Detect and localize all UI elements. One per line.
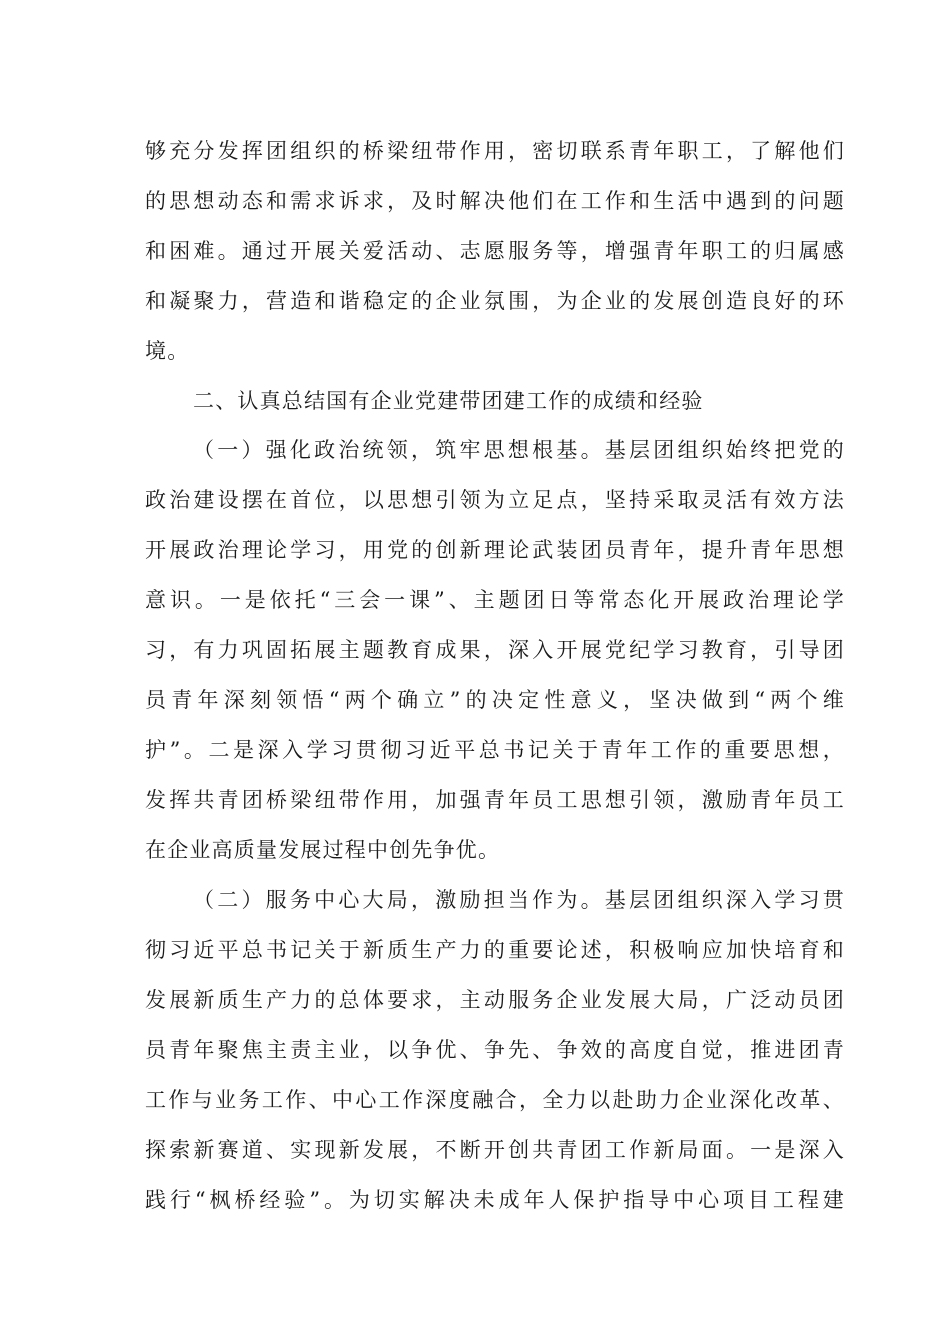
paragraph-3-line: （二）服务中心大局，激励担当作为。基层团组织深入学习贯 <box>193 888 845 912</box>
paragraph-2-line: 习，有力巩固拓展主题教育成果，深入开展党纪学习教育，引导团 <box>145 638 845 662</box>
paragraph-1-line: 的思想动态和需求诉求，及时解决他们在工作和生活中遇到的问题 <box>145 189 845 213</box>
paragraph-2-line: （一）强化政治统领，筑牢思想根基。基层团组织始终把党的 <box>193 438 845 462</box>
paragraph-2-line: 在企业高质量发展过程中创先争优。 <box>145 838 501 862</box>
paragraph-2-line: 政治建设摆在首位，以思想引领为立足点，坚持采取灵活有效方法 <box>145 488 845 512</box>
paragraph-1-line: 和困难。通过开展关爱活动、志愿服务等，增强青年职工的归属感 <box>145 239 845 263</box>
paragraph-3-line: 员青年聚焦主责主业，以争优、争先、争效的高度自觉，推进团青 <box>145 1038 845 1062</box>
paragraph-2-line: 开展政治理论学习，用党的创新理论武装团员青年，提升青年思想 <box>145 538 845 562</box>
paragraph-1-line: 境。 <box>145 339 190 363</box>
paragraph-3-line: 工作与业务工作、中心工作深度融合，全力以赴助力企业深化改革、 <box>145 1088 845 1112</box>
paragraph-3-line: 发展新质生产力的总体要求，主动服务企业发展大局，广泛动员团 <box>145 988 845 1012</box>
paragraph-2-line: 员青年深刻领悟“两个确立”的决定性意义，坚决做到“两个维 <box>145 688 845 712</box>
paragraph-2-line: 发挥共青团桥梁纽带作用，加强青年员工思想引领，激励青年员工 <box>145 788 845 812</box>
paragraph-1-line: 够充分发挥团组织的桥梁纽带作用，密切联系青年职工，了解他们 <box>145 139 845 163</box>
paragraph-3-line: 彻习近平总书记关于新质生产力的重要论述，积极响应加快培育和 <box>145 938 845 962</box>
paragraph-1-line: 和凝聚力，营造和谐稳定的企业氛围，为企业的发展创造良好的环 <box>145 289 845 313</box>
section-heading: 二、认真总结国有企业党建带团建工作的成绩和经验 <box>193 389 704 413</box>
paragraph-2-line: 护”。二是深入学习贯彻习近平总书记关于青年工作的重要思想， <box>145 738 845 762</box>
paragraph-2-line: 意识。一是依托“三会一课”、主题团日等常态化开展政治理论学 <box>145 588 845 612</box>
paragraph-3-line: 探索新赛道、实现新发展，不断开创共青团工作新局面。一是深入 <box>145 1138 845 1162</box>
paragraph-3-line: 践行“枫桥经验”。为切实解决未成年人保护指导中心项目工程建 <box>145 1188 845 1212</box>
